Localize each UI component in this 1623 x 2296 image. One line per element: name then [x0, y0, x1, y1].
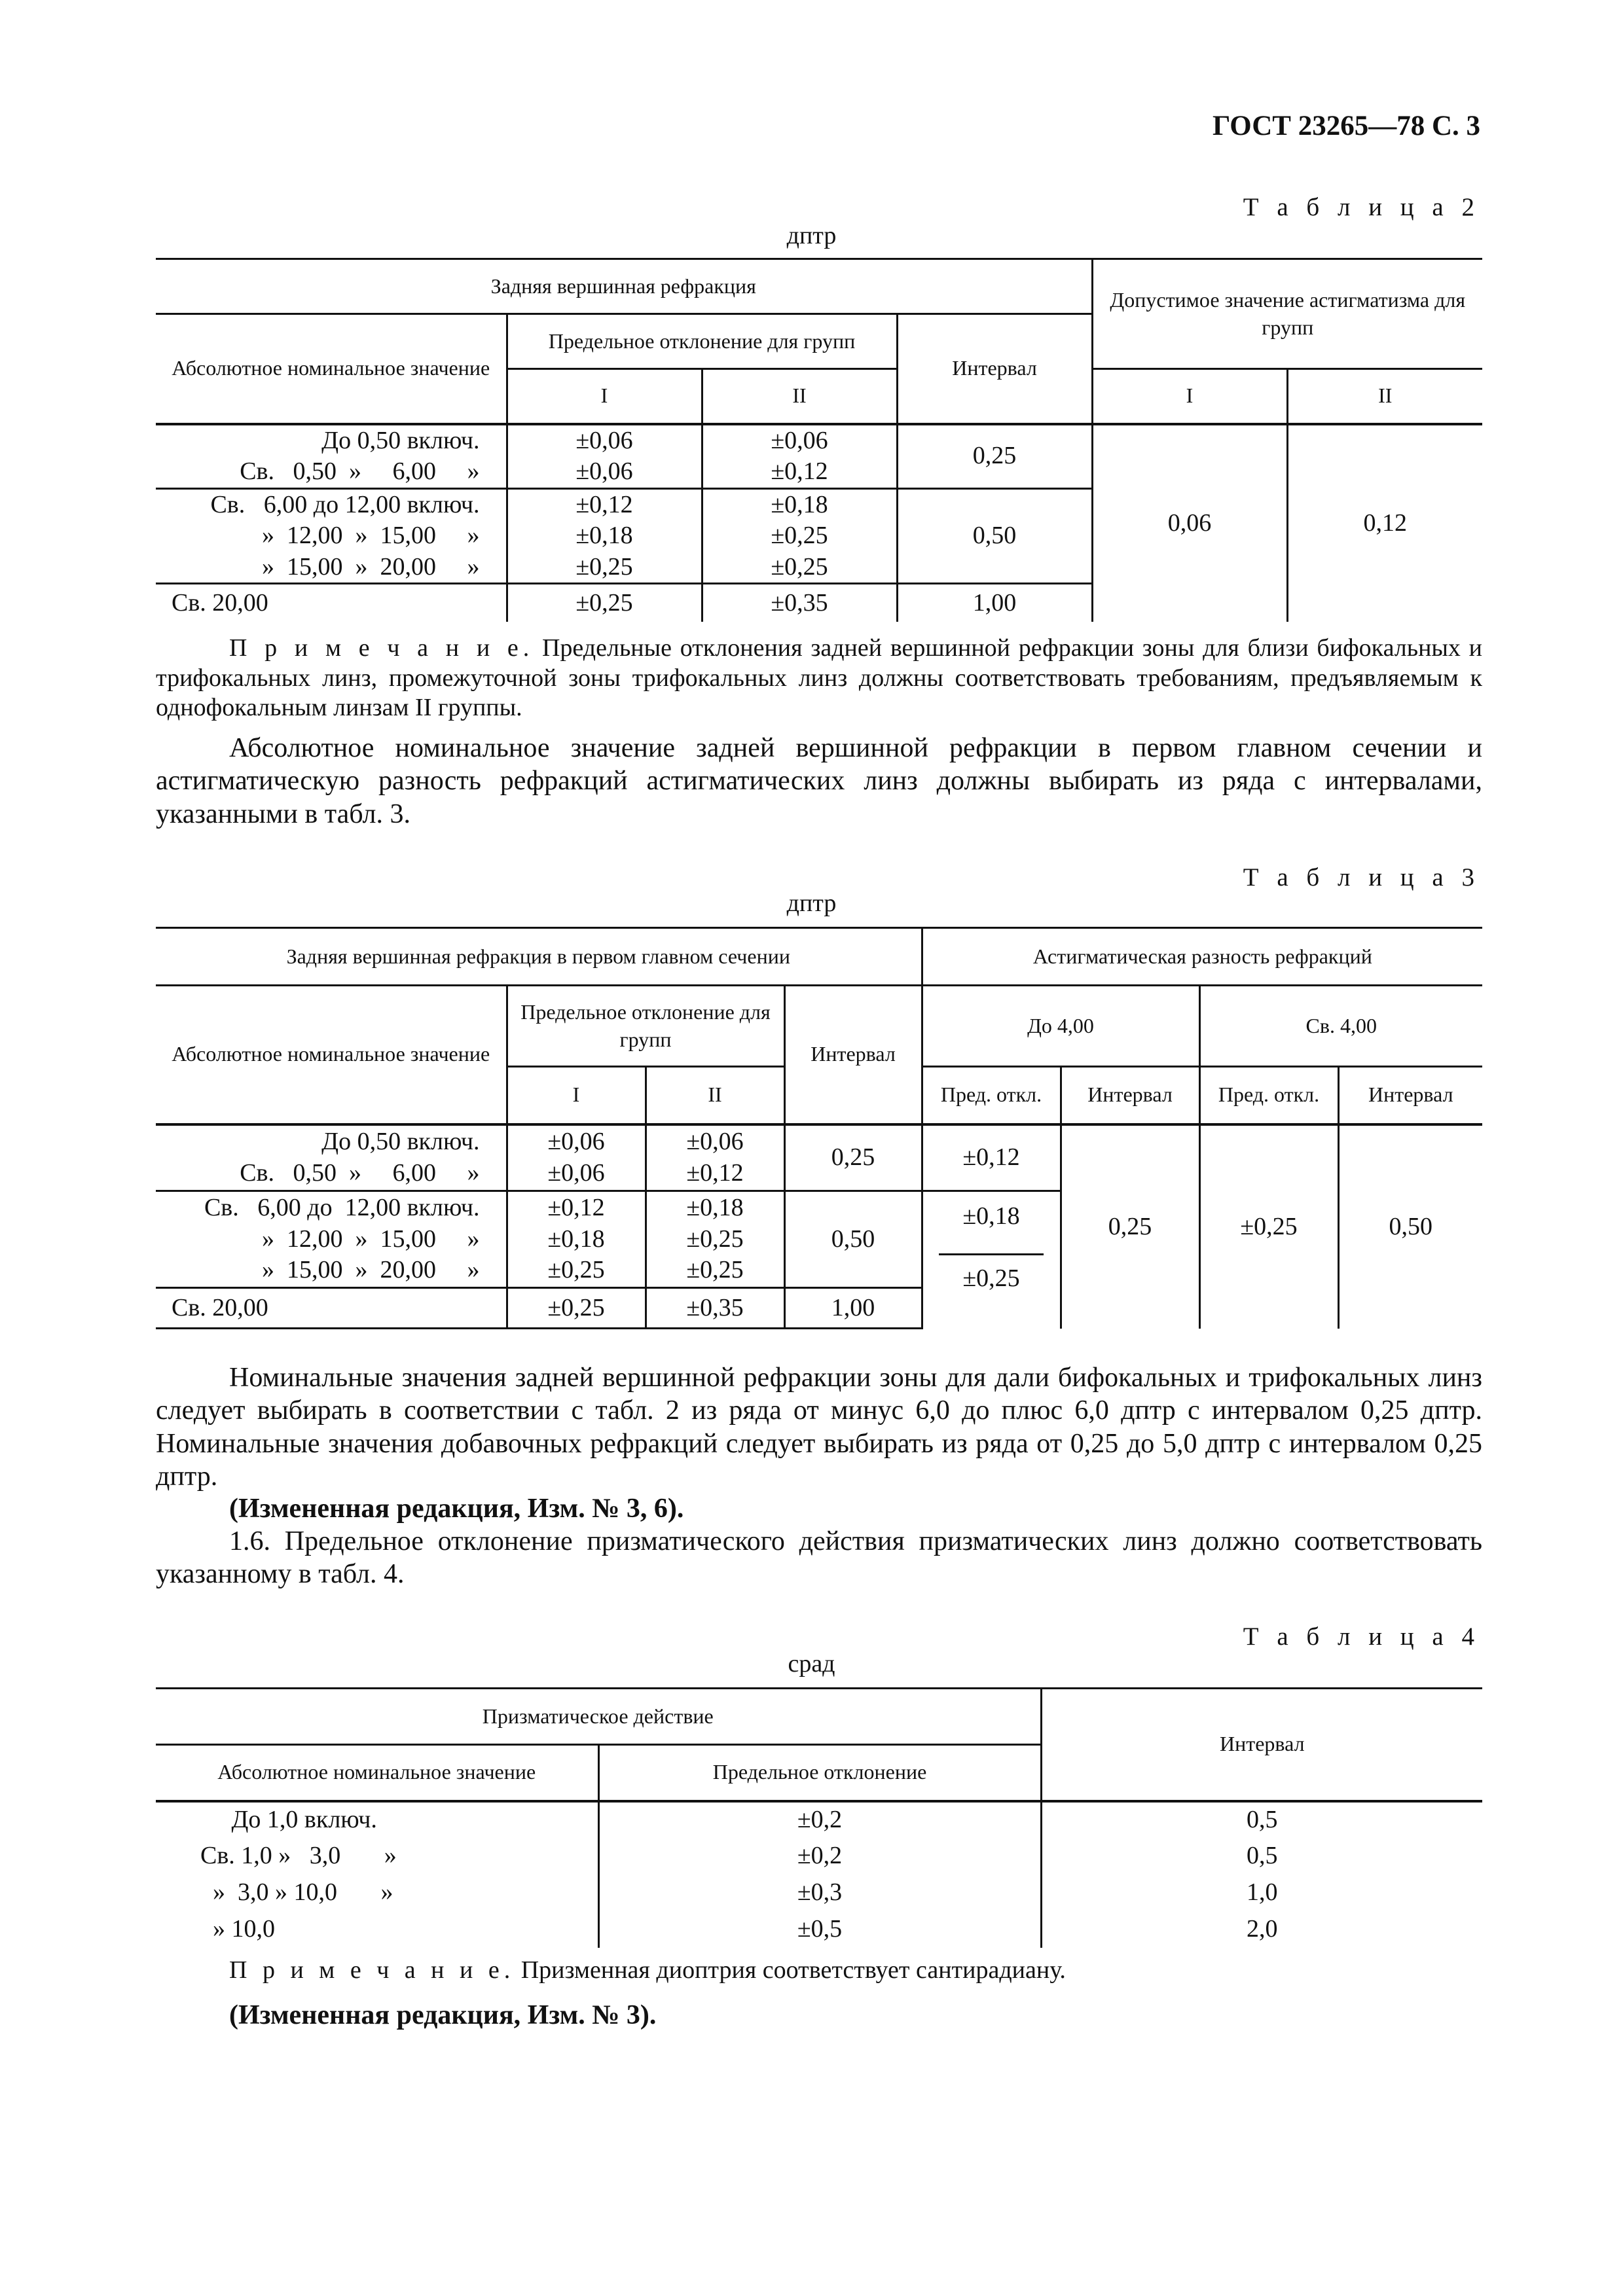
table3-header-upto4: До 4,00: [922, 986, 1199, 1067]
table3-row1-g2: ±0,06 ±0,12: [646, 1124, 784, 1191]
table2-header-abs: Абсолютное номинальное значение: [156, 314, 507, 424]
table3-header-interval: Интервал: [784, 986, 922, 1124]
table3-row3-g1: ±0,25: [507, 1288, 646, 1329]
table2-row2-interval: 0,50: [897, 488, 1092, 584]
table3-row2-g2: ±0,18 ±0,25 ±0,25: [646, 1191, 784, 1288]
table3-row3-value: Св. 20,00: [156, 1288, 507, 1329]
table2-row2-g2: ±0,18 ±0,25 ±0,25: [702, 488, 897, 584]
table4-note: [156, 1956, 1482, 1986]
table3-row2-interval: 0,50: [784, 1191, 922, 1288]
table4-header-interval: Интервал: [1041, 1689, 1482, 1801]
table3-header-over4: Св. 4,00: [1199, 986, 1482, 1067]
table3-header-over4-interval: Интервал: [1338, 1067, 1482, 1124]
table2-header-g1: I: [507, 369, 702, 424]
paragraph-2: Номинальные значения задней вершинной рефракции зоны для дали бифокальных и трифокальных линз следует выбирать в соответствии с табл. 2 из ряда от минус 6,0 до плюс 6,0 дптр с интервалом 0,25 дптр. Номинальные значения добавочных рефракций следует выбирать из ряда от 0,25 до 5,0 дптр с интервалом 0,25 дптр.: [156, 1363, 1482, 1492]
table3-upto4-pred-2: [922, 1191, 1061, 1329]
table3-upto4-interval: 0,25: [1061, 1124, 1199, 1329]
table2: [156, 258, 1482, 622]
table2-row3-value: Св. 20,00: [156, 584, 507, 622]
table4-row3-dev: ±0,3: [598, 1874, 1041, 1911]
table4: [156, 1687, 1482, 1948]
table2-row2-value: Св. 6,00 до 12,00 включ. » 12,00 » 15,00 » » 15,00 » 20,00 »: [156, 488, 507, 584]
table4-row4-value: » 10,0: [156, 1911, 598, 1948]
table2-row3-g1: ±0,25: [507, 584, 702, 622]
table2-header-dev: Предельное отклонение для групп: [507, 314, 897, 369]
table2-header-astig-g1: I: [1092, 369, 1287, 424]
table3-row1-g1: ±0,06 ±0,06: [507, 1124, 646, 1191]
table2-note-label: П р и м е ч а н и е.: [229, 634, 534, 662]
table4-row4-interval: 2,0: [1247, 1914, 1278, 1943]
table3-header-over4-pred: Пред. откл.: [1199, 1067, 1338, 1124]
table3-over4-pred: ±0,25: [1199, 1124, 1338, 1329]
amendment-note-2: (Измененная редакция, Изм. № 3).: [229, 2000, 657, 2030]
table3-row1-interval: 0,25: [784, 1124, 922, 1191]
table3-row2-g1: ±0,12 ±0,18 ±0,25: [507, 1191, 646, 1288]
table4-header-main: Призматическое действие: [156, 1689, 1041, 1745]
table4-row3-interval: 1,0: [1247, 1878, 1278, 1906]
table4-row1-value: До 1,0 включ.: [156, 1801, 598, 1838]
table3-upto4-pred-2a: ±0,18: [962, 1202, 1020, 1230]
table3-header-g1: I: [507, 1067, 646, 1124]
table2-row1-value: До 0,50 включ. Св. 0,50 » 6,00 »: [156, 424, 507, 489]
table4-row3-value: » 3,0 » 10,0 »: [156, 1874, 598, 1911]
table2-row1-g2: ±0,06 ±0,12: [702, 424, 897, 489]
table2-astig-g2: 0,12: [1363, 509, 1407, 537]
page-header: ГОСТ 23265—78 С. 3: [1212, 111, 1480, 141]
table4-row1-dev: ±0,2: [598, 1801, 1041, 1838]
table3-over4-interval: 0,50: [1389, 1212, 1432, 1240]
table2-header-interval: Интервал: [897, 314, 1092, 424]
table4-row2-value: Св. 1,0 » 3,0 »: [156, 1838, 598, 1874]
table2-caption: Т а б л и ц а 2: [1243, 193, 1480, 221]
table4-row4-dev: ±0,5: [598, 1911, 1041, 1948]
table3-row3-interval: 1,00: [784, 1288, 922, 1329]
table2-row3-interval: 1,00: [897, 584, 1092, 622]
table2-header-astig-g2: II: [1287, 369, 1482, 424]
table2-header-astig: Допустимое значение астигматизма для групп: [1092, 259, 1482, 369]
table2-header-main: Задняя вершинная рефракция: [156, 259, 1092, 314]
table4-unit: срад: [788, 1650, 835, 1677]
table3-header-upto4-interval: Интервал: [1061, 1067, 1199, 1124]
paragraph-3: 1.6. Предельное отклонение призматического действия призматических линз должно соответствовать указанному в табл. 4.: [156, 1526, 1482, 1590]
table3-caption: Т а б л и ц а 3: [1243, 863, 1480, 891]
table2-row1-g1: ±0,06 ±0,06: [507, 424, 702, 489]
table3-upto4-pred-2b: ±0,25: [962, 1265, 1020, 1292]
table3-row3-g2: ±0,35: [646, 1288, 784, 1329]
table3-header-upto4-pred: Пред. откл.: [922, 1067, 1061, 1124]
table2-header-g2: II: [702, 369, 897, 424]
table3-upto4-pred-1: ±0,12: [922, 1124, 1061, 1191]
table2-row1-interval: 0,25: [897, 424, 1092, 489]
table3-header-g2: II: [646, 1067, 784, 1124]
table4-row1-interval: 0,5: [1247, 1805, 1278, 1833]
table2-unit: дптр: [786, 222, 837, 249]
table4-note-text: Призменная диоптрия соответствует сантирадиану.: [515, 1956, 1066, 1984]
amendment-note-1: (Измененная редакция, Изм. № 3, 6).: [229, 1494, 684, 1524]
table4-header-abs: Абсолютное номинальное значение: [156, 1745, 598, 1801]
table2-note-text: Предельные отклонения задней вершинной рефракции зоны для близи бифокальных и трифокальных линз, промежуточной зоны трифокальных линз должны соответствовать требованиям, предъявляемым к однофокальным линзам II группы.: [156, 634, 1482, 722]
table4-header-dev: Предельное отклонение: [598, 1745, 1041, 1801]
table3-row1-value: До 0,50 включ. Св. 0,50 » 6,00 »: [156, 1124, 507, 1191]
table3-header-dev: Предельное отклонение для групп: [507, 986, 784, 1067]
table2-row3-g2: ±0,35: [702, 584, 897, 622]
table3: [156, 927, 1482, 1329]
table3-row2-value: Св. 6,00 до 12,00 включ. » 12,00 » 15,00 » » 15,00 » 20,00 »: [156, 1191, 507, 1288]
table3-header-main: Задняя вершинная рефракция в первом главном сечении: [156, 928, 922, 986]
table2-astig-g1: 0,06: [1092, 424, 1287, 622]
table3-unit: дптр: [786, 889, 837, 917]
table4-note-label: П р и м е ч а н и е.: [229, 1956, 515, 1984]
table4-row2-dev: ±0,2: [598, 1838, 1041, 1874]
table2-row2-g1: ±0,12 ±0,18 ±0,25: [507, 488, 702, 584]
table4-row2-interval: 0,5: [1247, 1841, 1278, 1869]
table4-caption: Т а б л и ц а 4: [1243, 1623, 1480, 1651]
table3-header-astig: Астигматическая разность рефракций: [922, 928, 1482, 986]
table3-header-abs: Абсолютное номинальное значение: [156, 986, 507, 1124]
table2-note: [156, 634, 1482, 723]
paragraph-1: Абсолютное номинальное значение задней вершинной рефракции в первом главном сечении и астигматическую разность рефракций астигматических линз должны выбирать из ряда с интервалами, указанными в табл. 3.: [156, 733, 1482, 829]
